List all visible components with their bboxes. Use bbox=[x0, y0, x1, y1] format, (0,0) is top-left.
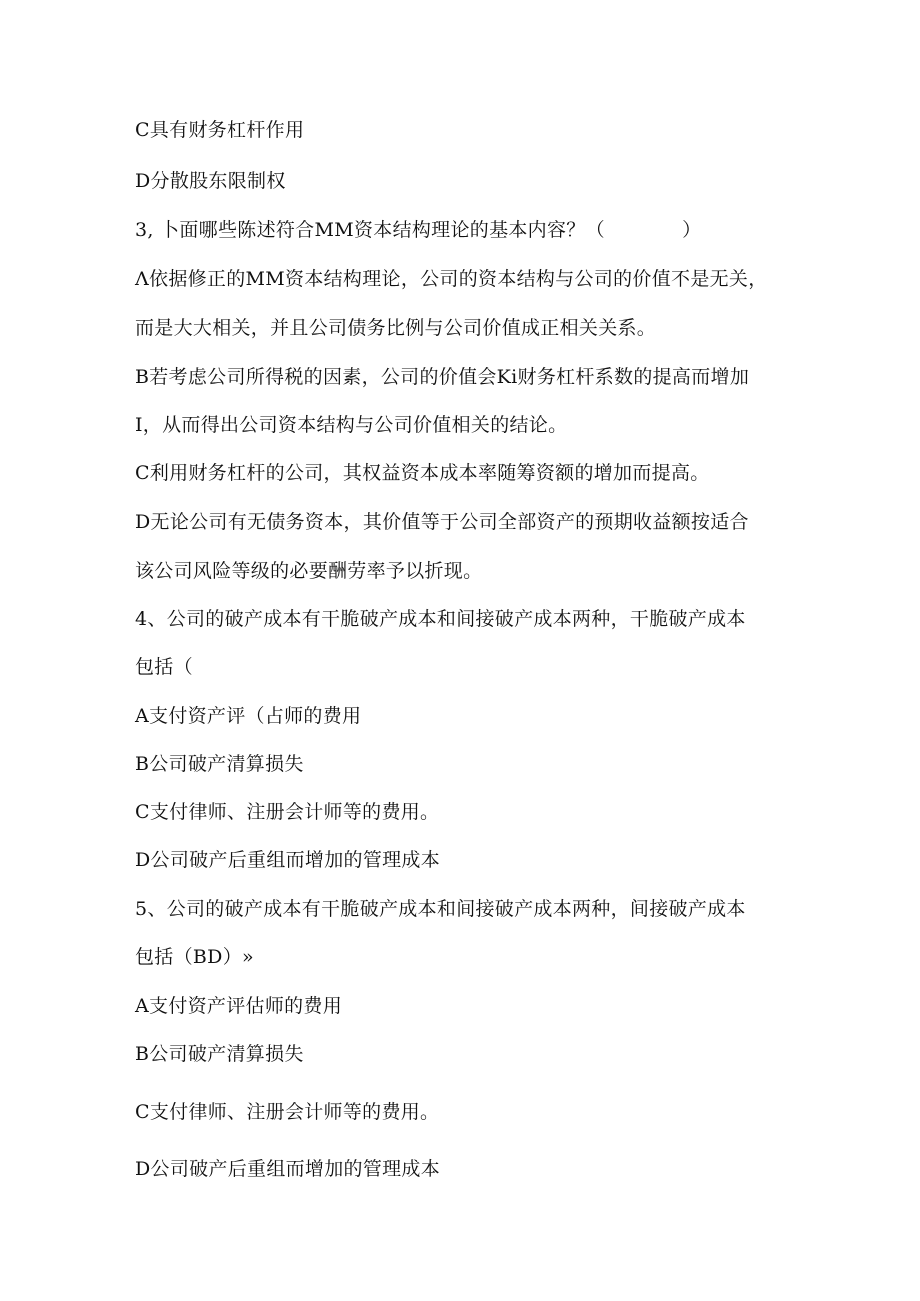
question-5-option-a: A支付资产评估师的费用 bbox=[135, 995, 343, 1017]
question-5-option-d: D公司破产后重组而增加的管理成本 bbox=[135, 1158, 441, 1180]
question-4-option-a: A支付资产评（占师的费用 bbox=[135, 705, 362, 727]
question-5-title: 5、公司的破产成本有干脆破产成本和间接破产成本两种，间接破产成本 bbox=[135, 898, 746, 920]
question-3-option-d: D无论公司有无债务资本，其价值等于公司全部资产的预期收益额按适合 bbox=[135, 511, 749, 533]
question-3-option-a-cont: 而是大大相关，并且公司债务比例与公司价值成正相关关系。 bbox=[135, 317, 657, 339]
question-3-option-b: B若考虑公司所得税的因素，公司的价值会Ki财务杠杆系数的提高而增加 bbox=[135, 366, 750, 388]
question-4-option-b: B公司破产清算损失 bbox=[135, 753, 304, 775]
question-4-option-c: C支付律师、注册会计师等的费用。 bbox=[135, 801, 440, 823]
question-3-title: 3, 卜面哪些陈述符合MM资本结构理论的基本内容？（ ） bbox=[135, 219, 702, 241]
question-3-option-b-cont: I，从而得出公司资本结构与公司价值相关的结论。 bbox=[135, 414, 568, 436]
question-3-option-c: C利用财务杠杆的公司，其权益资本成本率随筹资额的增加而提高。 bbox=[135, 462, 710, 484]
question-5-title-cont: 包括（BD）» bbox=[135, 946, 254, 968]
question-3-option-d-cont: 该公司风险等级的必要酬劳率予以折现。 bbox=[135, 560, 483, 582]
question-5-option-c: C支付律师、注册会计师等的费用。 bbox=[135, 1101, 440, 1123]
question-4-option-d: D公司破产后重组而增加的管理成本 bbox=[135, 849, 441, 871]
question-4-title: 4、公司的破产成本有干脆破产成本和间接破产成本两种，干脆破产成本 bbox=[135, 608, 746, 630]
question-4-title-cont: 包括（ bbox=[135, 656, 193, 678]
question-5-option-b: B公司破产清算损失 bbox=[135, 1043, 304, 1065]
text-line-option-c: C具有财务杠杆作用 bbox=[135, 119, 305, 141]
question-3-option-a: Λ依据修正的MM资本结构理论，公司的资本结构与公司的价值不是无关， bbox=[135, 268, 768, 290]
text-line-option-d: D分散股东限制权 bbox=[135, 170, 286, 192]
